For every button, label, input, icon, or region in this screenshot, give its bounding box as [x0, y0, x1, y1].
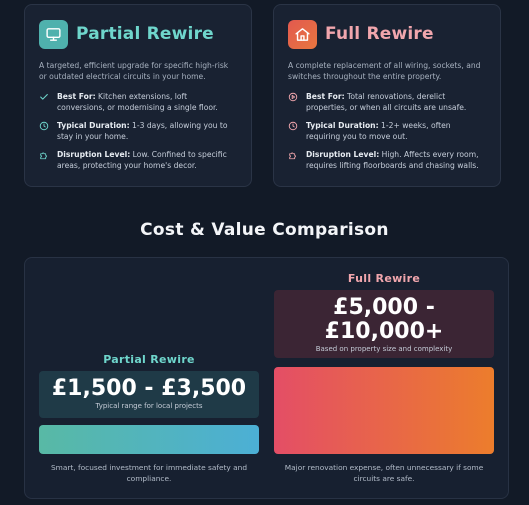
partial-note: Smart, focused investment for immediate safety and compliance.: [50, 463, 248, 483]
full-item-text: 1-2+ weeks, often requiring you to move out.: [306, 121, 451, 141]
full-item-best-for: [288, 91, 486, 113]
partial-price-box: [39, 371, 259, 418]
full-item-text: High. Affects every room, requires lifting floorboards and chasing walls.: [306, 150, 479, 170]
partial-card-description: A targeted, efficient upgrade for specific high-risk or outdated electrical circuits in your home.: [39, 61, 229, 81]
full-note: Major renovation expense, often unnecessary if some circuits are safe.: [284, 463, 484, 483]
full-price-line2: £10,000+: [324, 319, 444, 344]
full-price-note: Based on property size and complexity: [315, 345, 453, 353]
partial-price-note: Typical range for local projects: [95, 402, 203, 410]
partial-item-text: Kitchen extensions, loft conversions, or modernising a single floor.: [57, 92, 218, 112]
partial-item-text: Low. Confined to specific areas, protecting your home's decor.: [57, 150, 227, 170]
partial-item-label: Disruption Level:: [57, 150, 131, 159]
puzzle-icon: [288, 150, 298, 160]
partial-item-text: 1-3 days, allowing you to stay in your home.: [57, 121, 228, 141]
full-item-label: Typical Duration:: [306, 121, 379, 130]
full-item-disruption: [288, 149, 486, 171]
partial-item-disruption: [39, 149, 237, 171]
play-circle-icon: [288, 92, 298, 102]
full-price-line1: £5,000 -: [333, 295, 435, 320]
partial-cost-bar: [39, 425, 259, 454]
full-cost-bar: [274, 367, 494, 454]
partial-item-duration: [39, 120, 237, 142]
full-column-label: Full Rewire: [347, 272, 421, 285]
monitor-icon: [39, 20, 68, 49]
clock-icon: [39, 121, 49, 131]
partial-card-header: [39, 19, 237, 49]
comparison-panel: [24, 257, 509, 499]
comparison-title: Cost & Value Comparison: [140, 220, 389, 240]
partial-card-title: Partial Rewire: [76, 24, 214, 44]
partial-price: £1,500 - £3,500: [51, 376, 247, 401]
full-item-duration: [288, 120, 486, 142]
check-icon: [39, 92, 49, 102]
partial-rewire-card: [24, 4, 252, 187]
partial-column-label: Partial Rewire: [103, 353, 195, 366]
partial-item-label: Typical Duration:: [57, 121, 130, 130]
partial-item-label: Best For:: [57, 92, 96, 101]
full-rewire-card: [273, 4, 501, 187]
full-item-label: Best For:: [306, 92, 345, 101]
full-item-text: Total renovations, derelict properties, or when all circuits are unsafe.: [306, 92, 467, 112]
full-item-label: Disruption Level:: [306, 150, 380, 159]
full-price-box: [274, 290, 494, 358]
partial-item-best-for: [39, 91, 237, 113]
full-card-header: [288, 19, 486, 49]
home-icon: [288, 20, 317, 49]
puzzle-icon: [39, 150, 49, 160]
full-card-description: A complete replacement of all wiring, sockets, and switches throughout the entire property.: [288, 61, 481, 81]
full-card-title: Full Rewire: [325, 24, 434, 44]
clock-icon: [288, 121, 298, 131]
